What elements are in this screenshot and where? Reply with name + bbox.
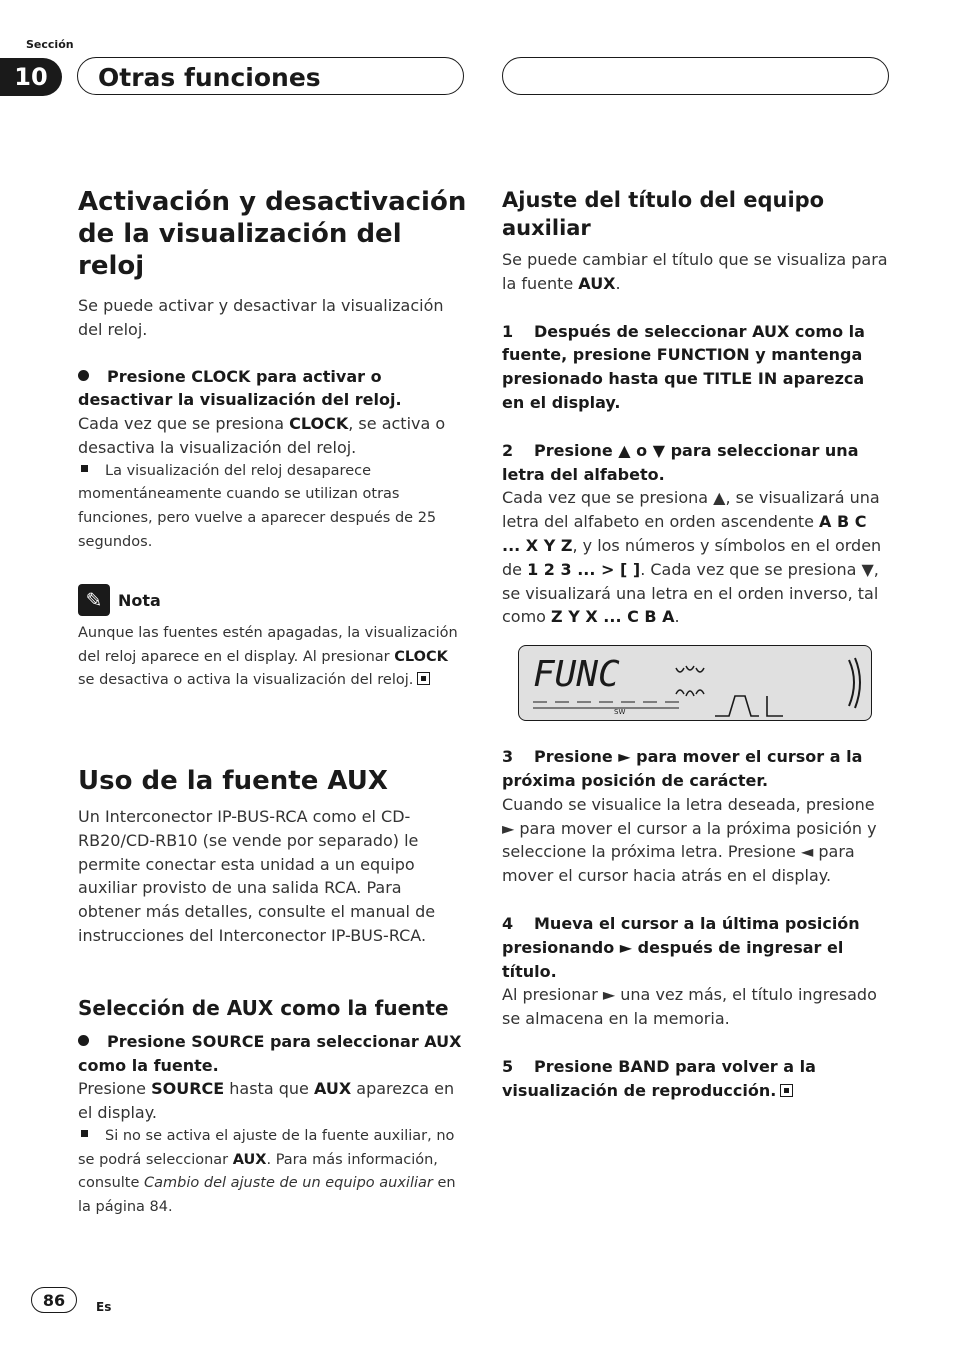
step-5: 5 Presione BAND para volver a la visualización de reproducción. [502, 1056, 816, 1100]
bullet-icon [78, 370, 89, 381]
aux-title-heading: Ajuste del título del equipo auxiliar [502, 188, 825, 240]
bullet-icon [78, 1035, 89, 1046]
step-2: 2 Presione ▲ o ▼ para seleccionar una letra del alfabeto. [502, 440, 859, 484]
step-3: 3 Presione ► para mover el cursor a la próxima posición de carácter. [502, 747, 863, 790]
select-desc: Presione SOURCE hasta que AUX aparezca en el display. [78, 1079, 455, 1123]
section-label: Sección [26, 38, 74, 51]
volume-arc-icon [849, 658, 860, 708]
clock-step: Presione CLOCK para activar o desactivar la visualización del reloj. [78, 366, 402, 410]
right-column [502, 186, 890, 1103]
left-column [78, 186, 466, 1219]
section-title: Otras funciones [98, 62, 321, 92]
nota-header [78, 584, 466, 616]
pencil-icon: ✎ [78, 584, 110, 616]
nota-text: Aunque las fuentes estén apagadas, la visualización del reloj aparece en el display. Al presionar CLOCK se desactiva o activa la visualización del reloj. [78, 625, 458, 689]
square-bullet-icon [81, 1130, 88, 1137]
display-text: FUNC [533, 654, 620, 696]
square-bullet-icon [81, 465, 88, 472]
clock-desc: Cada vez que se presiona CLOCK, se activa o desactiva la visualización del reloj. [78, 414, 446, 457]
aux-intro: Un Interconector IP-BUS-RCA como el CD-RB20/CD-RB10 (se vende por separado) le permite conectar esta unidad a un equipo auxiliar provisto de una salida RCA. Para obtener más detalles, consulte el manual de instrucciones del Interconector IP-BUS-RCA. [78, 806, 436, 945]
select-title: Selección de AUX como la fuente [78, 995, 449, 1020]
step-4-desc: Al presionar ► una vez más, el título ingresado se almacena en la memoria. [502, 985, 877, 1029]
step-1: 1 Después de seleccionar AUX como la fuente, presione FUNCTION y mantenga presionado hasta que TITLE IN aparezca en el display. [502, 321, 865, 412]
empty-header-frame [502, 57, 889, 95]
end-mark-icon [417, 672, 430, 685]
page-number: 86 [31, 1287, 77, 1313]
equalizer-icon [676, 666, 704, 696]
clock-title: Activación y desactivación de la visualización del reloj [78, 187, 467, 281]
end-mark-icon [780, 1084, 793, 1097]
waveform-icon [715, 696, 759, 716]
step-3-desc: Cuando se visualice la letra deseada, presione ► para mover el cursor a la próxima posición y seleccione la próxima letra. Presione ◄ para mover el cursor hacia atrás en el display. [502, 794, 877, 886]
lcd-display-illustration [518, 645, 872, 721]
select-step: Presione SOURCE para seleccionar AUX como la fuente. [78, 1031, 462, 1075]
select-note-small: Si no se activa el ajuste de la fuente auxiliar, no se podrá seleccionar AUX. Para más información, consulte Cambio del ajuste de un equipo auxiliar en la página 84. [78, 1127, 456, 1215]
step-4: 4 Mueva el cursor a la última posición presionando ► después de ingresar el título. [502, 913, 860, 981]
level-bars-icon [533, 702, 679, 708]
section-number: 10 [0, 58, 62, 96]
bracket-icon [767, 696, 783, 716]
nota-label: Nota [118, 590, 161, 610]
lcd-display-svg [519, 646, 871, 720]
clock-note-small: La visualización del reloj desaparece momentáneamente cuando se utilizan otras funciones, pero vuelve a aparecer después de 25 segundos. [78, 462, 437, 550]
display-sw: SW [614, 708, 626, 717]
step-2-desc: Cada vez que se presiona ▲, se visualizará una letra del alfabeto en orden ascendente A B C ... X Y Z, y los números y símbolos en el orden de 1 2 3 ... > [ ]. Cada vez que se presiona ▼, se visualizará una letra en el orden inverso, tal como Z Y X ... C B A. [502, 488, 882, 627]
aux-title: Uso de la fuente AUX [78, 765, 388, 796]
language-code: Es [96, 1300, 112, 1314]
aux-title-intro: Se puede cambiar el título que se visualiza para la fuente AUX. [502, 250, 888, 293]
clock-intro: Se puede activar y desactivar la visualización del reloj. [78, 296, 444, 339]
